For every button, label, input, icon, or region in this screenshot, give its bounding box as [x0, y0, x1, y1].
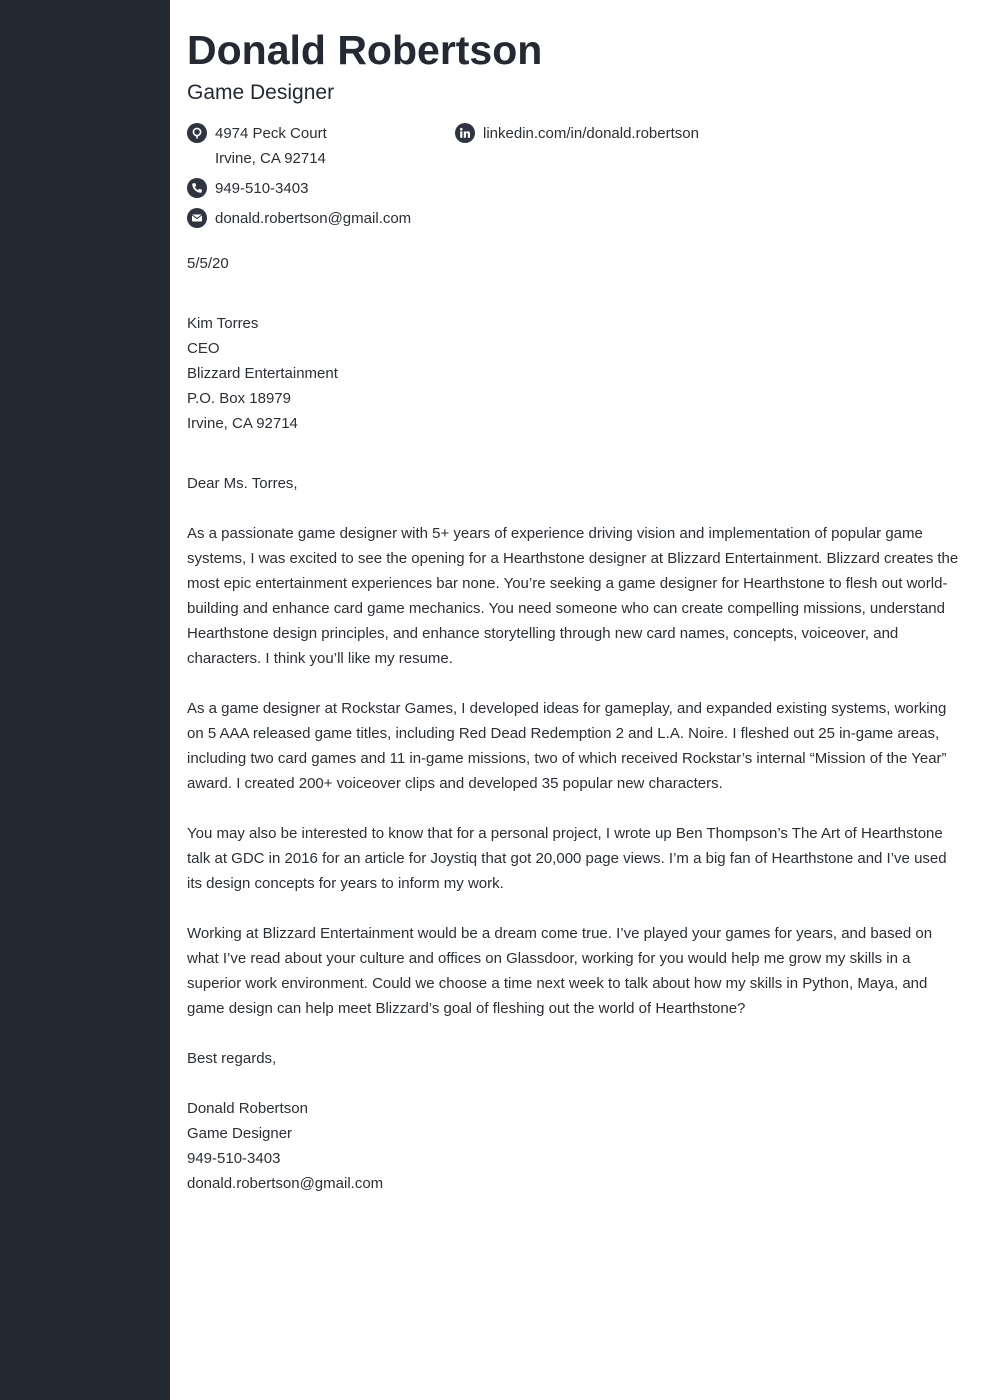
applicant-name: Donald Robertson	[187, 27, 543, 73]
body-paragraph-1: As a passionate game designer with 5+ years of experience driving vision and implementation of popular game systems, I was excited to see the opening for a Hearthstone designer at Blizzard Entertainment. Blizzard creates the most epic entertainment experiences bar none. You’re seeking a game designer for Hearthstone to flesh out world-building and enhance card game mechanics. You need someone who can create compelling missions, understand Hearthstone design principles, and enhance storytelling through new card names, concepts, voiceover, and characters. I think you’ll like my resume.	[187, 525, 959, 667]
address-line-1: 4974 Peck Court	[215, 125, 327, 142]
linkedin-link[interactable]: linkedin.com/in/donald.robertson	[483, 125, 699, 142]
signature-email: donald.robertson@gmail.com	[187, 1175, 384, 1192]
contact-phone	[187, 176, 447, 201]
contact-address	[187, 121, 447, 171]
phone-icon	[187, 178, 207, 198]
envelope-icon	[187, 208, 207, 228]
recipient-name: Kim Torres	[187, 315, 259, 332]
signature-title: Game Designer	[187, 1125, 293, 1142]
signature-phone: 949-510-3403	[187, 1150, 281, 1167]
closing: Best regards,	[187, 1050, 277, 1067]
body-paragraph-4: Working at Blizzard Entertainment would be a dream come true. I’ve played your games for years, and based on what I’ve read about your culture and offices on Glassdoor, working for you would help me grow my skills in a superior work environment. Could we choose a time next week to talk about how my skills in Python, Maya, and game design can help meet Blizzard’s goal of fleshing out the world of Hearthstone?	[187, 925, 933, 1017]
sidebar	[0, 0, 170, 1400]
location-pin-icon	[187, 123, 207, 143]
applicant-title: Game Designer	[187, 81, 335, 104]
body-paragraph-3: You may also be interested to know that for a personal project, I wrote up Ben Thompson’s The Art of Hearthstone talk at GDC in 2016 for an article for Joystiq that got 20,000 page views. I’m a big fan of Hearthstone and I’ve used its design concepts for years to inform my work.	[187, 825, 947, 892]
recipient-address-line-1: P.O. Box 18979	[187, 390, 291, 407]
recipient-company: Blizzard Entertainment	[187, 365, 338, 382]
body-paragraph-2: As a game designer at Rockstar Games, I developed ideas for gameplay, and expanded existing systems, working on 5 AAA released game titles, including Red Dead Redemption 2 and L.A. Noire. I fleshed out 25 in-game areas, including two card games and 11 in-game missions, two of which received Rockstar’s internal “Mission of the Year” award. I created 200+ voiceover clips and developed 35 popular new characters.	[187, 700, 947, 792]
contact-email[interactable]	[187, 206, 447, 231]
salutation: Dear Ms. Torres,	[187, 475, 298, 492]
signature-name: Donald Robertson	[187, 1100, 308, 1117]
letter-date: 5/5/20	[187, 255, 229, 272]
address-line-2: Irvine, CA 92714	[215, 150, 326, 167]
contact-linkedin[interactable]	[455, 121, 755, 146]
signature-block	[187, 1096, 383, 1196]
recipient-block	[187, 311, 338, 436]
linkedin-icon	[455, 123, 475, 143]
email-address[interactable]: donald.robertson@gmail.com	[215, 210, 412, 227]
phone-number: 949-510-3403	[215, 180, 309, 197]
recipient-title: CEO	[187, 340, 220, 357]
recipient-address-line-2: Irvine, CA 92714	[187, 415, 298, 432]
